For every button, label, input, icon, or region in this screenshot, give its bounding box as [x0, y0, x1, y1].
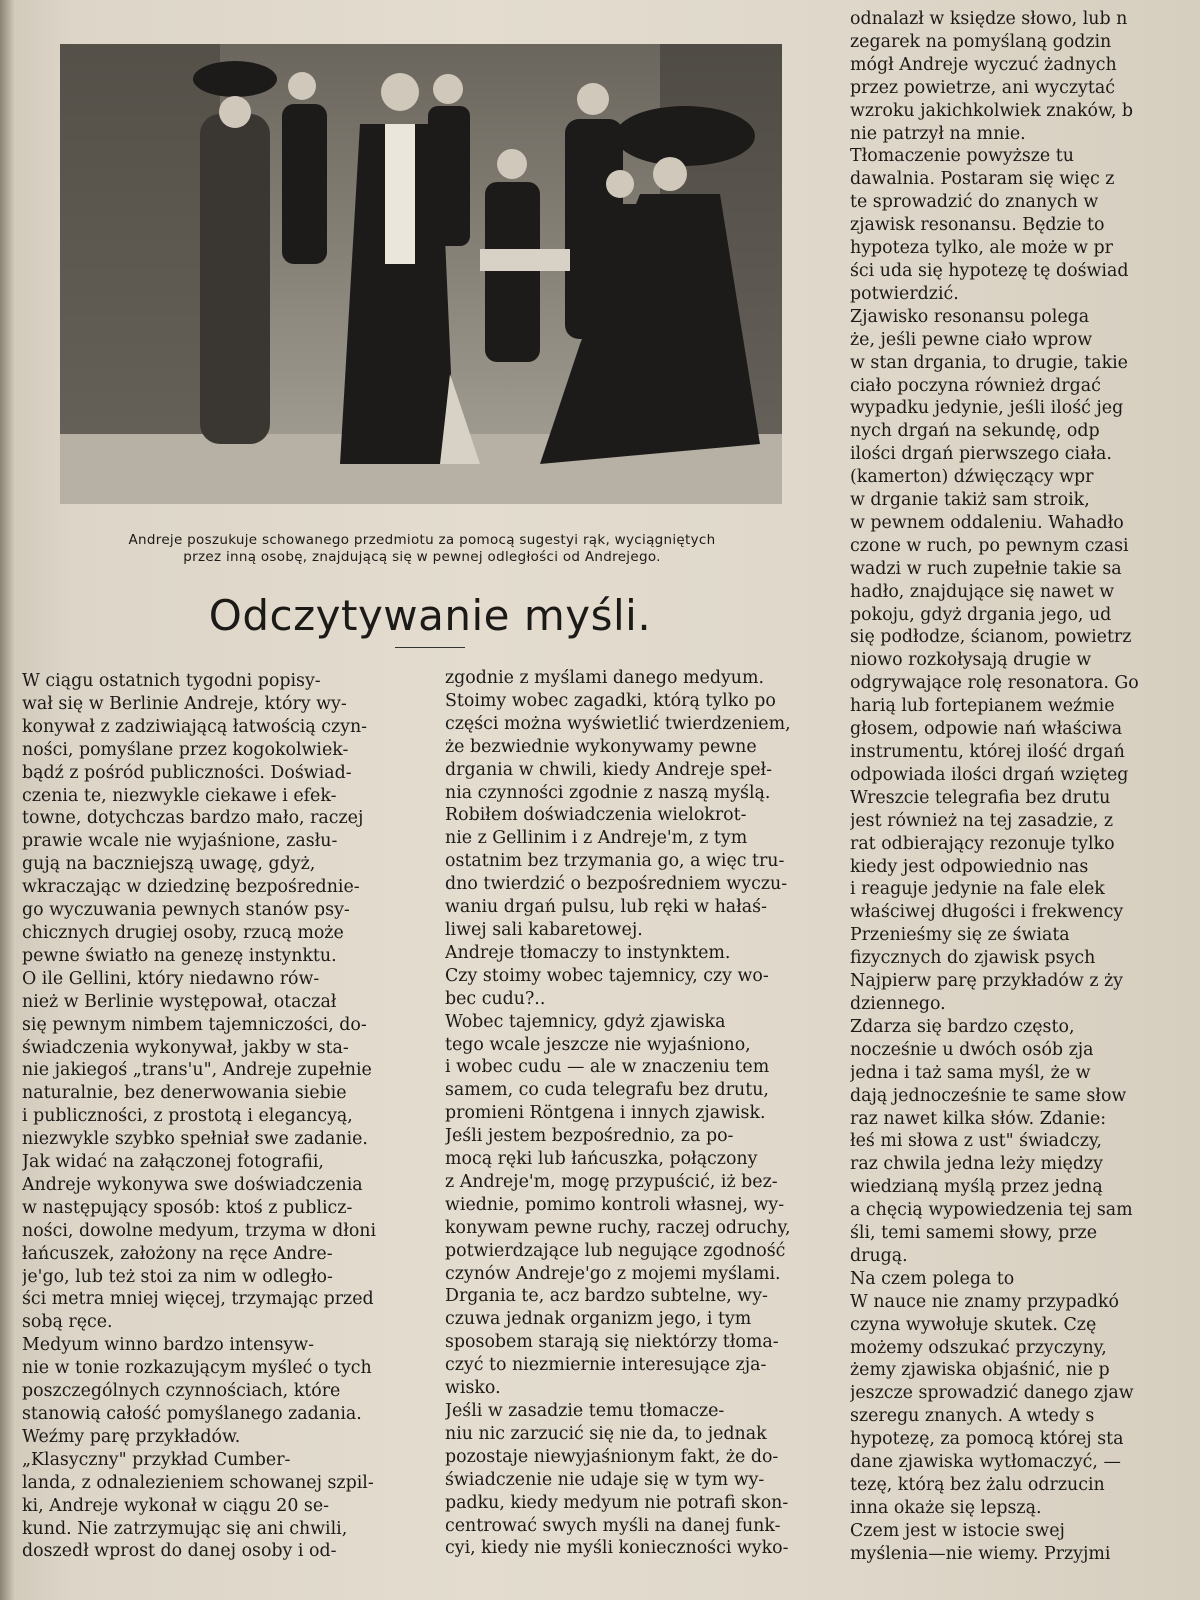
- caption-line: przez inną osobę, znajdującą się w pewnej odległości od Andrejego.: [183, 549, 661, 565]
- text-line: Jeśli jestem bezpośrednio, za po-: [445, 1126, 734, 1147]
- text-line: drgania w chwili, kiedy Andreje speł-: [445, 759, 773, 780]
- text-line: żemy zjawiska objaśnić, nie p: [850, 1360, 1110, 1381]
- text-line: Czy stoimy wobec tajemnicy, czy wo-: [445, 965, 769, 986]
- text-line: i reaguje jedynie na fale elek: [850, 879, 1105, 900]
- text-line: Jak widać na załączonej fotografii,: [22, 1152, 324, 1173]
- text-line: zjawisk resonansu. Będzie to: [850, 215, 1105, 236]
- text-line: tego wcale jeszcze nie wyjaśniono,: [445, 1034, 751, 1055]
- text-line: Andreje tłomaczy to instynktem.: [445, 942, 731, 963]
- text-line: wypadku jedynie, jeśli ilość jeg: [850, 398, 1124, 419]
- text-line: Weźmy parę przykładów.: [22, 1426, 241, 1447]
- text-line: wiednie, pomimo kontroli własnej, wy-: [445, 1194, 785, 1215]
- text-line: Wreszcie telegrafia bez drutu: [850, 787, 1111, 808]
- text-line: odnalazł w księdze słowo, lub n: [850, 9, 1128, 29]
- text-line: i publiczności, z prostotą i elegancyą,: [22, 1106, 353, 1127]
- text-line: potwierdzające lub negujące zgodność: [445, 1240, 786, 1261]
- text-line: dają jednocześnie te same słow: [850, 1085, 1127, 1106]
- photograph-image: [60, 44, 782, 504]
- text-line: kund. Nie zatrzymując się ani chwili,: [22, 1518, 348, 1539]
- text-line: a chęcią wypowiedzenia tej sam: [850, 1200, 1133, 1221]
- text-line: czyna wywołuje skutek. Czę: [850, 1314, 1097, 1335]
- text-line: (kamerton) dźwięczący wpr: [850, 467, 1094, 488]
- text-line: niezwykle szybko spełniał swe zadanie.: [22, 1129, 368, 1150]
- text-line: czone w ruch, po pewnym czasi: [850, 535, 1129, 556]
- text-line: prawie wcale nie wyjaśnione, zasłu-: [22, 831, 338, 852]
- text-line: świadczenia wykonywał, jakby w sta-: [22, 1037, 349, 1058]
- text-line: myślenia—nie wiemy. Przyjmi: [850, 1543, 1111, 1564]
- text-line: odpowiada ilości drgań wzięteg: [850, 764, 1129, 785]
- text-line: dane zjawiska wytłomaczyć, —: [850, 1452, 1121, 1473]
- article-column-3: [850, 8, 1200, 1566]
- text-line: W nauce nie znamy przypadkó: [850, 1291, 1119, 1312]
- text-line: w stan drgania, to drugie, takie: [850, 352, 1128, 373]
- text-line: wisko.: [445, 1378, 501, 1399]
- text-line: w następujący sposób: ktoś z publicz-: [22, 1197, 353, 1218]
- text-line: ści uda się hypotezę tę doświad: [850, 260, 1129, 281]
- text-line: hypoteza tylko, ale może w pr: [850, 238, 1113, 259]
- text-line: naturalnie, bez denerwowania siebie: [22, 1083, 347, 1104]
- text-line: Jeśli w zasadzie temu tłomacze-: [445, 1401, 725, 1421]
- text-line: ciało poczyna również drgać: [850, 375, 1101, 396]
- text-line: łańcuszek, założony na ręce Andre-: [22, 1243, 333, 1264]
- text-line: hypotezę, za pomocą której sta: [850, 1429, 1124, 1450]
- text-line: odgrywające rolę resonatora. Go: [850, 673, 1139, 694]
- text-line: ności, dowolne medyum, trzyma w dłoni: [22, 1220, 377, 1241]
- text-line: i wobec cudu — ale w znaczeniu tem: [445, 1057, 770, 1078]
- text-line: że, jeśli pewne ciało wprow: [850, 329, 1093, 350]
- text-line: cyi, kiedy nie myśli konieczności wyko-: [445, 1538, 789, 1559]
- text-line: sposobem starają się niektórzy tłoma-: [445, 1332, 779, 1353]
- text-line: inna okaże się lepszą.: [850, 1497, 1042, 1518]
- text-line: Czem jest w istocie swej: [850, 1520, 1065, 1541]
- text-line: gują na baczniejszą uwagę, gdyż,: [22, 854, 316, 875]
- text-line: nia czynności zgodnie z naszą myślą.: [445, 782, 771, 803]
- text-line: padku, kiedy medyum nie potrafi skon-: [445, 1492, 789, 1513]
- text-line: Zjawisko resonansu polega: [850, 306, 1090, 327]
- text-line: właściwej długości i frekwency: [850, 902, 1124, 923]
- text-line: nie w tonie rozkazującym myśleć o tych: [22, 1358, 372, 1379]
- text-line: niu nic zarzucić się nie da, to jednak: [445, 1423, 767, 1444]
- text-line: tezę, którą bez żalu odrzucin: [850, 1475, 1105, 1495]
- text-line: bądź z pośród publiczności. Doświad-: [22, 762, 352, 783]
- text-line: nie z Gellinim i z Andreje'm, z tym: [445, 828, 748, 849]
- text-line: O ile Gellini, który niedawno rów-: [22, 968, 320, 989]
- text-line: nie jakiegoś „trans'u", Andreje zupełnie: [22, 1060, 372, 1081]
- text-line: sobą ręce.: [22, 1312, 113, 1333]
- text-line: drugą.: [850, 1245, 908, 1266]
- text-line: hadło, znajdujące się nawet w: [850, 581, 1115, 602]
- text-line: Robiłem doświadczenia wielokrot-: [445, 805, 747, 826]
- article-column-2: [445, 667, 843, 1560]
- text-line: ostatnim bez trzymania go, a więc tru-: [445, 851, 785, 872]
- text-line: „Klasyczny" przykład Cumber-: [22, 1449, 291, 1470]
- text-line: w pewnem oddaleniu. Wahadło: [850, 512, 1124, 533]
- text-line: Stoimy wobec zagadki, którą tylko po: [445, 690, 776, 711]
- text-line: wzroku jakichkolwiek znaków, b: [850, 100, 1134, 121]
- text-line: dno twierdzić o bezpośredniem wyczu-: [445, 874, 788, 895]
- text-line: z Andreje'm, mogę przypuścić, iż bez-: [445, 1171, 778, 1192]
- text-line: samem, co cuda telegrafu bez drutu,: [445, 1080, 769, 1101]
- text-line: kiedy jest odpowiednio nas: [850, 856, 1089, 877]
- text-line: części można wyświetlić twierdzeniem,: [445, 713, 791, 734]
- text-line: raz chwila jedna leży między: [850, 1154, 1103, 1175]
- text-line: Andreje wykonywa swe doświadczenia: [22, 1174, 363, 1195]
- text-line: że bezwiednie wykonywamy pewne: [445, 736, 757, 757]
- text-line: pozostaje niewyjaśnionym fakt, że do-: [445, 1446, 779, 1467]
- text-line: waniu drgań pulsu, lub ręki w hałaś-: [445, 897, 767, 918]
- text-line: mógł Andreje wyczuć żadnych: [850, 54, 1117, 75]
- text-line: harią lub fortepianem weźmie: [850, 696, 1115, 717]
- text-line: w drganie takiż sam stroik,: [850, 490, 1090, 511]
- photo-caption: [54, 532, 790, 566]
- page-binding-edge: [0, 0, 14, 1600]
- text-line: konywał z zadziwiającą łatwością czyn-: [22, 716, 368, 737]
- text-line: je'go, lub też stoi za nim w odległo-: [22, 1266, 333, 1287]
- text-line: wadzi w ruch zupełnie takie sa: [850, 558, 1122, 579]
- text-line: dziennego.: [850, 993, 946, 1014]
- caption-line: Andreje poszukuje schowanego przedmiotu za pomocą sugestyi rąk, wyciągniętych: [128, 532, 716, 548]
- text-line: Wobec tajemnicy, gdyż zjawiska: [445, 1011, 726, 1032]
- text-line: Medyum winno bardzo intensyw-: [22, 1335, 314, 1356]
- article-column-1: [22, 670, 424, 1563]
- text-line: rat odbierający rezonuje tylko: [850, 833, 1115, 854]
- text-line: doszedł wprost do danej osoby i od-: [22, 1541, 337, 1562]
- text-line: niowo rozkołysają drugie w: [850, 650, 1092, 671]
- text-line: go wyczuwania pewnych stanów psy-: [22, 900, 350, 921]
- text-line: raz nawet kilka słów. Zdanie:: [850, 1108, 1107, 1129]
- text-line: nież w Berlinie występował, otaczał: [22, 991, 337, 1012]
- text-line: mocą ręki lub łańcuszka, połączony: [445, 1149, 758, 1170]
- text-line: Tłomaczenie powyższe tu: [850, 146, 1074, 167]
- text-line: liwej sali kabaretowej.: [445, 919, 643, 940]
- text-line: poszczególnych czynnościach, które: [22, 1381, 341, 1402]
- text-line: landa, z odnalezieniem schowanej szpil-: [22, 1472, 374, 1493]
- text-line: się podłodze, ścianom, powietrz: [850, 627, 1132, 648]
- text-line: świadczenie nie udaje się w tym wy-: [445, 1469, 765, 1490]
- text-line: czynów Andreje'go z mojemi myślami.: [445, 1263, 781, 1284]
- text-line: pokoju, gdyż drgania jego, ud: [850, 604, 1112, 625]
- text-line: bec cudu?..: [445, 988, 546, 1009]
- text-line: towne, dotychczas bardzo mało, raczej: [22, 808, 364, 829]
- text-line: nie patrzył na mnie.: [850, 123, 1026, 144]
- text-line: dawalnia. Postaram się więc z: [850, 169, 1115, 190]
- text-line: szeregu znanych. A wtedy s: [850, 1406, 1095, 1427]
- text-line: jest również na tej zasadzie, z: [850, 810, 1114, 831]
- text-line: nocześnie u dwóch osób zja: [850, 1039, 1094, 1060]
- text-line: wiedzianą myślą przez jedną: [850, 1177, 1103, 1198]
- title-divider: [395, 647, 465, 648]
- text-line: te sprowadzić do znanych w: [850, 192, 1099, 213]
- article-title: Odczytywanie myśli.: [208, 591, 652, 640]
- text-line: Na czem polega to: [850, 1268, 1015, 1289]
- text-line: potwierdzić.: [850, 283, 959, 304]
- text-line: jedna i taż sama myśl, że w: [850, 1062, 1091, 1083]
- text-line: konywam pewne ruchy, raczej odruchy,: [445, 1217, 791, 1238]
- text-line: chicznych drugiej osoby, rzucą może: [22, 922, 344, 943]
- text-line: Najpierw parę przykładów z ży: [850, 971, 1123, 992]
- text-line: jeszcze sprowadzić danego zjaw: [850, 1383, 1134, 1404]
- text-line: pewne światło na genezę instynktu.: [22, 945, 337, 966]
- text-line: wał się w Berlinie Andreje, który wy-: [22, 693, 347, 714]
- text-line: głosem, odpowie nań właściwa: [850, 719, 1123, 740]
- text-line: ności, pomyślane przez kogokolwiek-: [22, 739, 349, 760]
- text-line: Drgania te, acz bardzo subtelne, wy-: [445, 1286, 768, 1307]
- text-line: centrować swych myśli na danej funk-: [445, 1515, 781, 1536]
- text-line: ki, Andreje wykonał w ciągu 20 se-: [22, 1495, 330, 1516]
- text-line: nych drgań na sekundę, odp: [850, 421, 1100, 442]
- text-line: wkraczając w dziedzinę bezpośrednie-: [22, 877, 360, 898]
- text-line: czyć to niezmiernie interesujące zja-: [445, 1355, 767, 1376]
- article-photograph: [60, 44, 782, 504]
- text-line: stanowią całość pomyślanego zadania.: [22, 1404, 362, 1424]
- text-line: promieni Röntgena i innych zjawisk.: [445, 1103, 766, 1124]
- text-line: czuwa jednak organizm jego, i tym: [445, 1309, 752, 1330]
- text-line: czenia te, niezwykle ciekawe i efek-: [22, 785, 337, 806]
- text-line: W ciągu ostatnich tygodni popisy-: [22, 671, 321, 691]
- text-line: Przenieśmy się ze świata: [850, 925, 1070, 946]
- text-line: zgodnie z myślami danego medyum.: [445, 668, 765, 688]
- text-line: śli, temi samemi słowy, prze: [850, 1223, 1098, 1244]
- text-line: zegarek na pomyślaną godzin: [850, 31, 1112, 52]
- text-line: instrumentu, której ilość drgań: [850, 742, 1125, 762]
- text-line: fizycznych do zjawisk psych: [850, 948, 1096, 969]
- text-line: łeś mi słowa z ust" świadczy,: [850, 1131, 1102, 1152]
- text-line: ści metra mniej więcej, trzymając przed: [22, 1289, 374, 1310]
- text-line: się pewnym nimbem tajemniczości, do-: [22, 1014, 367, 1035]
- text-line: możemy odszukać przyczyny,: [850, 1337, 1107, 1358]
- text-line: przez powietrze, ani wyczytać: [850, 77, 1115, 98]
- text-line: Zdarza się bardzo często,: [850, 1016, 1075, 1037]
- text-line: ilości drgań pierwszego ciała.: [850, 444, 1112, 465]
